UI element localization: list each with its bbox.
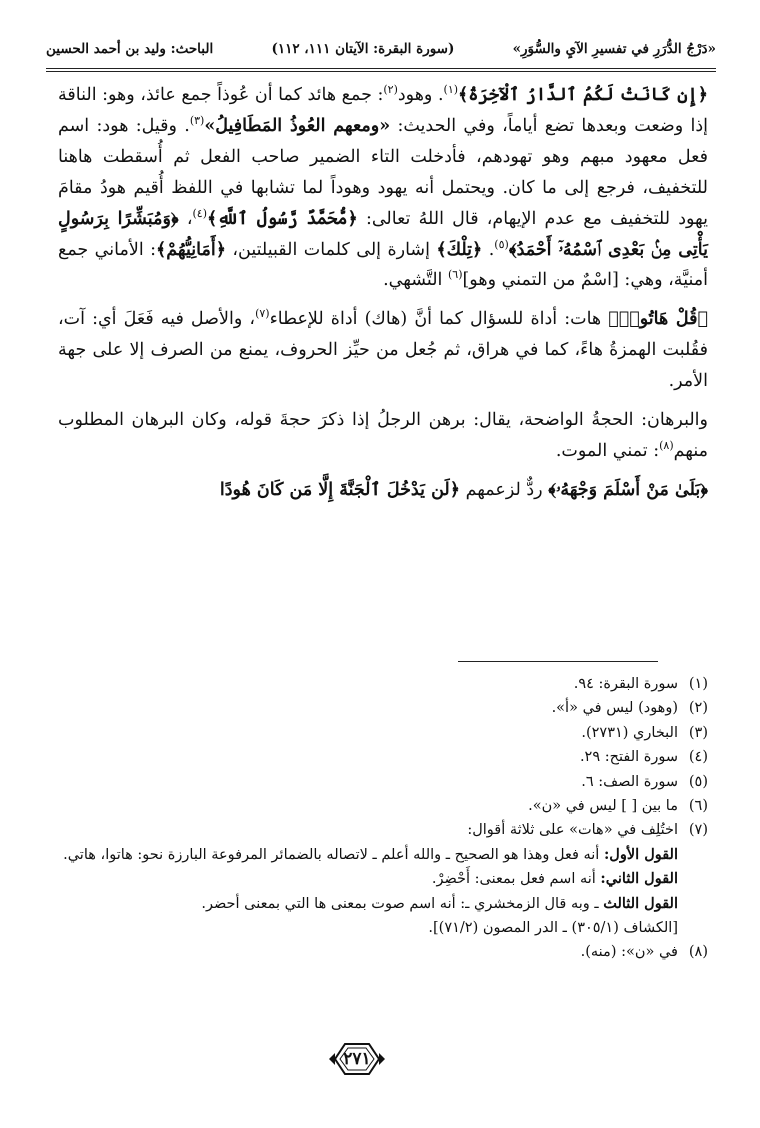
footnote-rule (458, 661, 658, 662)
footnote-item (58, 818, 708, 842)
quran-verse: ﴿أَمَانِيُّهُمْ﴾ (156, 239, 226, 260)
text-run: . وقيل: هود: اسم فعل معهود مبهم وهو تهودهم، فأدخلت التاء الضمير صاحب الفعل ثم أُسقطت هاهنا للتخفيف، فرجع إلى ما كان. ويحتمل أنه يهود وهوداً لما تشابها في اللفظ أُقيم هودُ مقامَ يهود للتخفيف مع عدم الإيهام، قال اللهُ تعالى: (58, 115, 708, 229)
paragraph-3 (58, 405, 708, 467)
paragraph-2 (58, 304, 708, 397)
footnote-text: سورة الصف: ٦. (581, 773, 678, 790)
footnote-7-opinions (58, 843, 708, 941)
footnote-number: (٥) (688, 773, 708, 790)
footnote-text: في «ن»: (منه). (580, 944, 678, 961)
footnote-ref[interactable]: (٣) (189, 114, 205, 128)
opinion-3 (58, 892, 678, 916)
text-run: : الأماني جمع أمنيَّة، وهي: [اسْمٌ من التمني وهو] (58, 239, 708, 291)
footnote-number: (٣) (688, 724, 708, 741)
text-run: هات: أداة للسؤال كما أنَّ (هاك) أداة للإعطاء (269, 309, 609, 330)
opinion-label: القول الثالث (603, 894, 678, 912)
opinion-text: ـ وبه قال الزمخشري ـ: أنه اسم صوت بمعنى ها التي بمعنى أحضر. (201, 895, 604, 912)
footnote-number: (٧) (688, 822, 708, 839)
quran-verse: ﴿إِن كَانَتْ لَكُمُ ٱلدَّارُ ٱلْآخِرَةُ﴾ (458, 85, 708, 105)
opinion-reference: [الكشاف (٣٠٥/١) ـ الدر المصون (٧١/٢)]. (428, 920, 678, 937)
footnote-text: اختُلِف في «هات» على ثلاثة أقوال: (467, 822, 678, 839)
quran-verse: ﴿مُّحَمَّدٌ رَّسُولُ ٱللَّهِ﴾ (207, 208, 358, 229)
text-run: ، والأصل فيه فَعَلَ أي: آت، فقُلبت الهمزةُ هاءً، كما في هراق، ثم جُعل من حيِّز الحروف، يمنع من الصرف إلا على جهة الأمر. (58, 309, 708, 392)
footnote-number: (٢) (688, 700, 708, 717)
text-run: إشارة إلى كلمات القبيلتين، (225, 239, 437, 260)
footnote-ref[interactable]: (٢) (383, 83, 398, 97)
footnote-ref[interactable]: (١) (443, 83, 459, 97)
opinion-2 (58, 867, 678, 891)
text-run: والبرهان: الحجةُ الواضحة، يقال: برهن الرجلُ إذا ذكرَ حجةَ قوله، وكان البرهان المطلوب منهم (58, 410, 708, 461)
footnote-text: البخاري (٢٧٣١). (581, 724, 678, 741)
quran-verse: ﴿تِلْكَ﴾ (436, 239, 483, 260)
footnote-item (58, 940, 708, 964)
surah-range: (سورة البقرة: الآيتان ١١١، ١١٢) (271, 41, 455, 57)
header-rule-inner (46, 71, 716, 72)
header-rule (46, 68, 716, 69)
editor-name: الباحث: وليد بن أحمد الحسين (46, 41, 214, 57)
footnote-text: سورة البقرة: ٩٤. (573, 676, 678, 692)
footnote-text: ما بين [ ] ليس في «ن». (528, 798, 678, 815)
opinion-label: القول الأول: (603, 845, 678, 863)
opinion-1 (58, 843, 678, 867)
footnote-item (58, 721, 708, 745)
quran-verse: ﴿بَلَىٰ مَنْ أَسْلَمَ وَجْهَهُۥ﴾ (548, 479, 708, 500)
text-run: : جمع هائد كما أن عُوذاً جمع عائذ، وهو: الناقة إذا وضعت وبعدها تضع أياماً، وفي الحديث: (58, 85, 708, 136)
paragraph-4 (58, 475, 708, 506)
book-title: «دَرْجُ الدُّرَرِ في تفسيرِ الآيِ والسُّوَرِ» (512, 41, 716, 57)
footnote-ref[interactable]: (٧) (255, 307, 270, 321)
text-run: . (482, 239, 495, 260)
opinion-text: أنه فعل وهذا هو الصحيح ـ والله أعلم ـ لاتصاله بالضمائر المرفوعة البارزة نحو: هاتوا، هاتي. (63, 846, 604, 863)
footnote-item (58, 794, 708, 818)
running-header (46, 34, 716, 64)
hadith-quote: «ومعهم العُوذُ المَطَافِيلُ» (204, 115, 391, 136)
page-number-ornament (327, 1040, 387, 1078)
main-text (58, 80, 708, 506)
text-run: التَّشهي. (383, 270, 448, 291)
footnote-item (58, 745, 708, 769)
footnote-ref[interactable]: (٤) (192, 206, 208, 220)
footnotes (58, 672, 708, 965)
quran-verse: ﴿قُلْ هَاتُوا۟﴾ (608, 309, 708, 330)
footnote-item (58, 672, 708, 696)
footnote-ref[interactable]: (٦) (447, 268, 463, 282)
footnote-item (58, 770, 708, 794)
text-run: : تمني الموت. (555, 440, 660, 461)
quran-verse: ﴿لَن يَدْخُلَ ٱلْجَنَّةَ إِلَّا مَن كَانَ هُودًا (219, 479, 460, 500)
quran-verse: ﴿وَمُبَشِّرًا بِرَسُولٍ يَأْتِى مِنۢ بَعْدِى ٱسْمُهُۥٓ أَحْمَدُ﴾ (58, 208, 708, 260)
page-number: ٢٧١ (343, 1049, 371, 1069)
footnote-ref[interactable]: (٥) (494, 237, 509, 251)
opinion-text: أنه اسم فعل بمعنى: أَحْضِرْ. (431, 871, 601, 888)
footnote-number: (٨) (688, 944, 708, 961)
text-run: ردٌّ لزعمهم (460, 479, 549, 500)
footnote-item (58, 696, 708, 720)
footnote-text: (وهود) ليس في «أ». (551, 700, 678, 717)
footnote-text: سورة الفتح: ٢٩. (579, 749, 678, 766)
footnote-number: (١) (688, 676, 708, 692)
footnote-ref[interactable]: (٨) (659, 439, 674, 453)
footnote-number: (٤) (688, 749, 708, 766)
text-run: ، (178, 208, 193, 229)
opinion-label: القول الثاني: (600, 870, 678, 888)
footnote-number: (٦) (688, 798, 708, 815)
text-run: . وهود (397, 85, 444, 105)
paragraph-1 (58, 80, 708, 296)
